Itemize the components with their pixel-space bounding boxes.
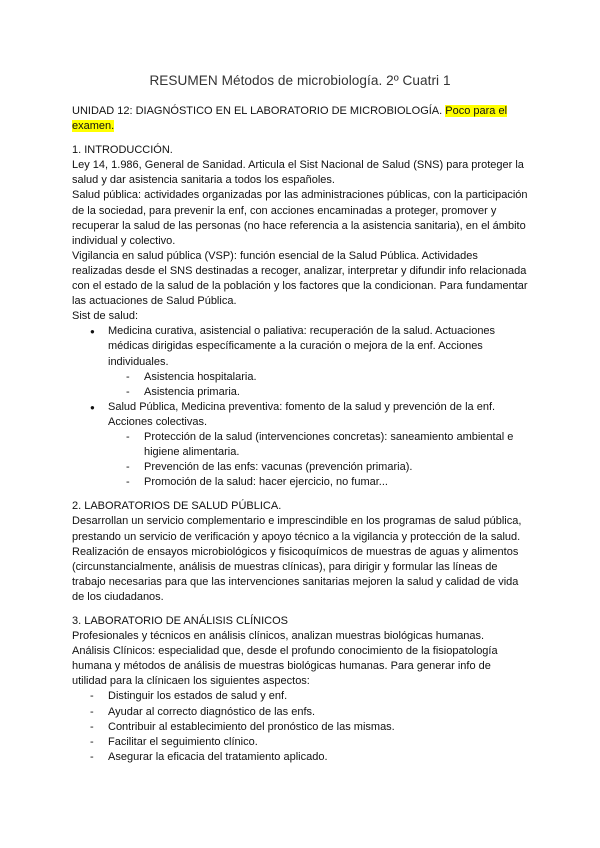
sub-list-item: - Asistencia primaria.: [108, 385, 528, 400]
sub-list-item: - Asistencia hospitalaria.: [108, 370, 528, 385]
section-1-paragraph: Sist de salud:: [72, 310, 139, 323]
sub-list: [108, 370, 528, 400]
sub-list-item: - Prevención de las enfs: vacunas (prevención primaria).: [108, 460, 528, 475]
list-item: - Facilitar el seguimiento clínico.: [72, 735, 528, 750]
section-3-heading: 3. LABORATORIO DE ANÁLISIS CLÍNICOS: [72, 615, 288, 627]
highlighted-note: Poco para el examen.: [72, 105, 508, 133]
list-item: - Asegurar la eficacia del tratamiento aplicado.: [72, 750, 528, 765]
section-3-paragraph: Análisis Clínicos: especialidad que, desde el profundo conocimiento de la fisiopatología humana y métodos de análisis de muestras biológicas humanas. Para generar info de utilidad para la clínicaen los siguientes aspectos:: [72, 645, 498, 688]
section-2-paragraph: Realización de ensayos microbiológicos y fisicoquímicos de muestras de aguas y alimentos (circunstancialmente, análisis de muestras clínicas), para dirigir y formular las líneas de trabajo necesarias para que las intervenciones sanitarias mejoren la salud y calidad de vida de los ciudadanos.: [72, 545, 519, 603]
clinical-aspects-list: [72, 689, 528, 764]
list-item: [72, 324, 528, 399]
list-item: - Ayudar al correcto diagnóstico de las enfs.: [72, 705, 528, 720]
unit-heading-text: UNIDAD 12: DIAGNÓSTICO EN EL LABORATORIO DE MICROBIOLOGÍA.: [72, 105, 446, 117]
list-item: - Contribuir al establecimiento del pronóstico de las mismas.: [72, 720, 528, 735]
list-item: [72, 400, 528, 491]
sub-list-item: - Promoción de la salud: hacer ejercicio, no fumar...: [108, 475, 528, 490]
section-3-paragraph: Profesionales y técnicos en análisis clínicos, analizan muestras biológicas humanas.: [72, 630, 485, 643]
section-2-paragraph: Desarrollan un servicio complementario e imprescindible en los programas de salud pública, prestando un servicio de verificación y apoyo técnico a la vigilancia y protección de la salud.: [72, 515, 522, 543]
section-1-paragraph: Salud pública: actividades organizadas por las administraciones públicas, con la participación de la sociedad, para prevenir la enf, con acciones encaminadas a proteger, promover y recuperar la salud de las personas (no hace referencia a la asistencia sanitaria), en el ámbito individual y colectivo.: [72, 189, 528, 247]
unit-heading: [72, 104, 528, 134]
sub-list-item: - Protección de la salud (intervenciones concretas): saneamiento ambiental e higiene alimentaria.: [108, 430, 528, 460]
health-system-list: [72, 324, 528, 490]
list-item-text: Medicina curativa, asistencial o paliativa: recuperación de la salud. Actuaciones médicas dirigidas específicamente a la curación o mejora de la enf. Acciones individuales.: [108, 325, 496, 368]
list-item-text: Salud Pública, Medicina preventiva: fomento de la salud y prevención de la enf. Acciones colectivas.: [108, 400, 496, 428]
document-body: [72, 104, 528, 765]
section-1-heading: 1. INTRODUCCIÓN.: [72, 144, 173, 157]
document-title: RESUMEN Métodos de microbiología. 2º Cuatri 1: [149, 73, 451, 88]
section-2-heading: 2. LABORATORIOS DE SALUD PÚBLICA.: [72, 500, 282, 513]
section-1-paragraph: Ley 14, 1.986, General de Sanidad. Articula el Sist Nacional de Salud (SNS) para proteger la salud y dar asistencia sanitaria a todos los españoles.: [72, 159, 524, 187]
section-1-paragraph: Vigilancia en salud pública (VSP): función esencial de la Salud Pública. Actividades realizadas desde el SNS destinadas a recoger, analizar, interpretar y difundir info relacionada con el estado de la salud de la población y los factores que la condicionan. Para fundamentar las actuaciones de Salud Pública.: [72, 249, 528, 308]
list-item: - Distinguir los estados de salud y enf.: [72, 689, 528, 704]
sub-list: [108, 430, 528, 490]
